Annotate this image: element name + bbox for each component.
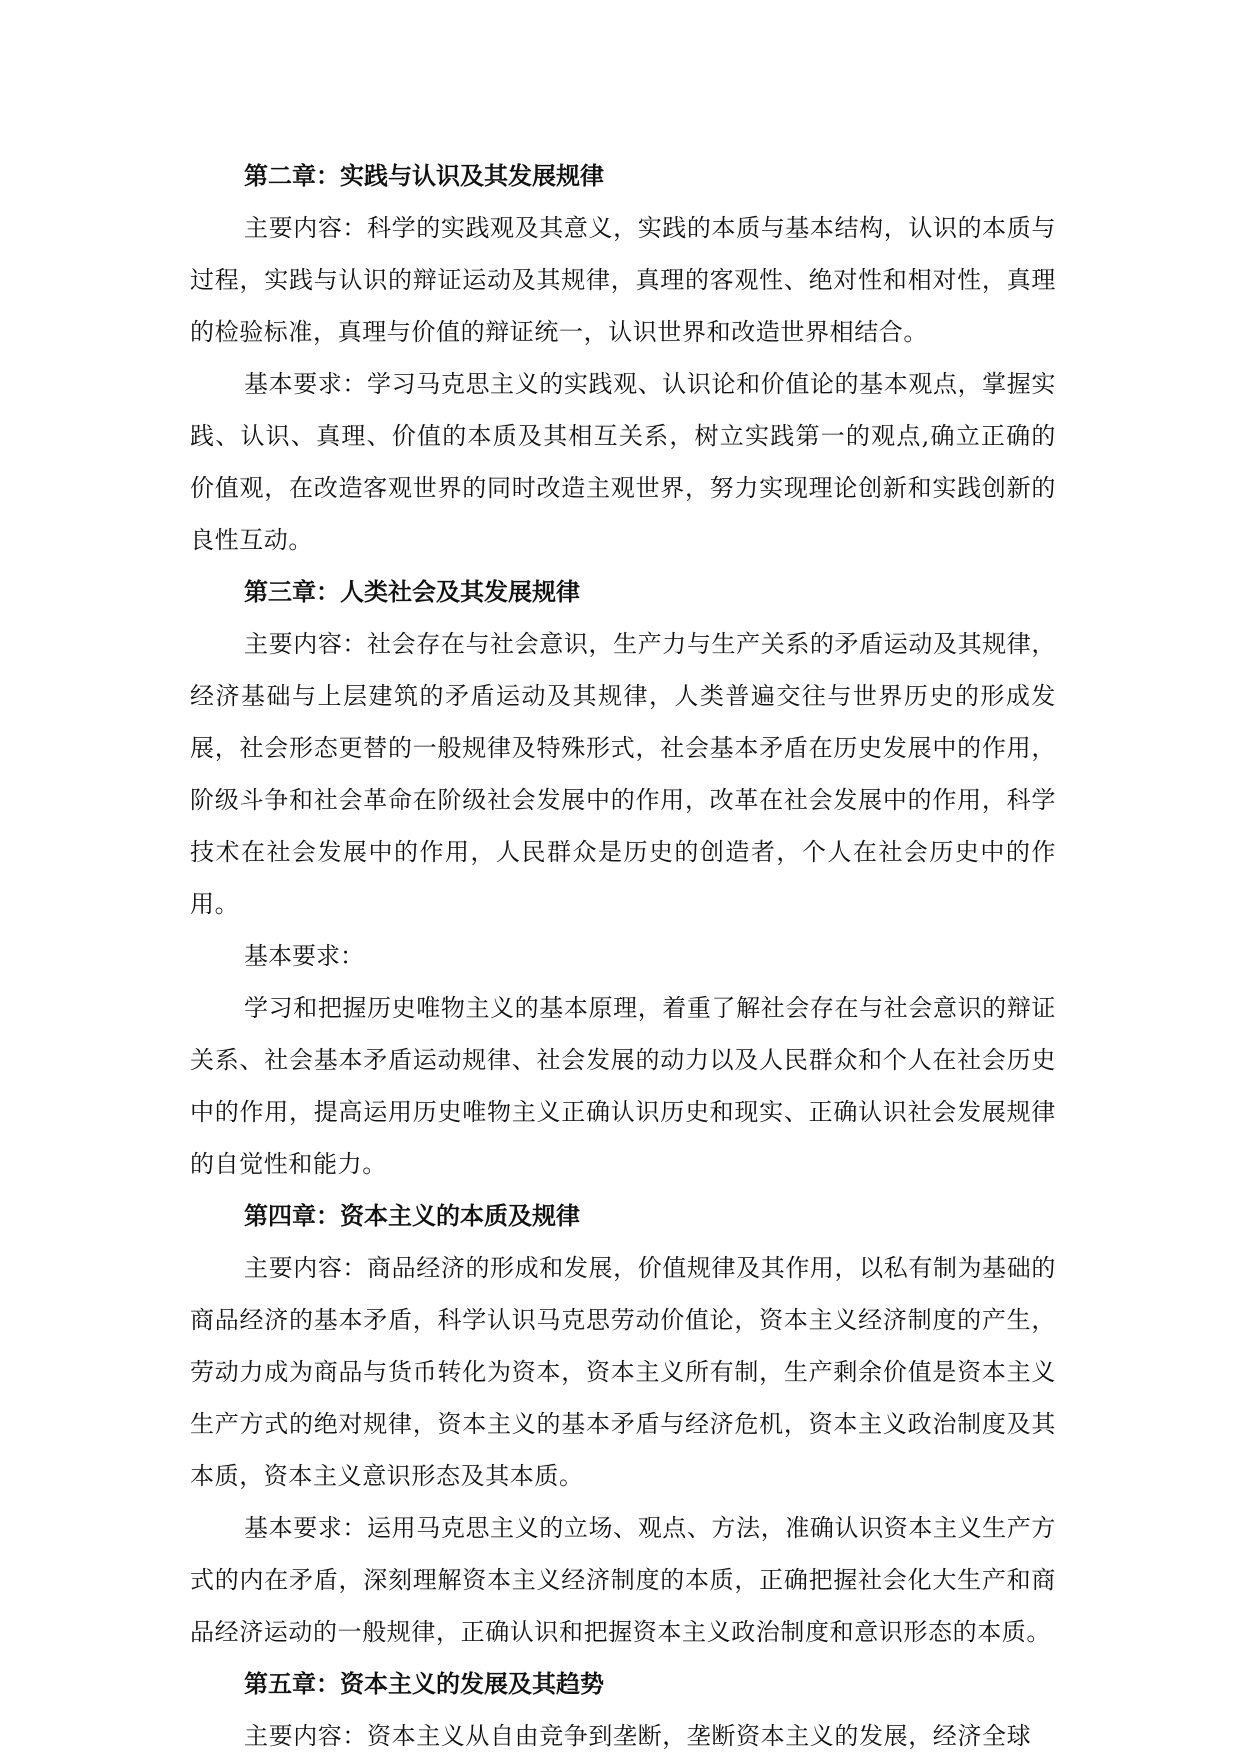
chapter-2-heading: 第二章：实践与认识及其发展规律 — [244, 162, 604, 190]
chapter-2-requirements: 基本要求：学习马克思主义的实践观、认识论和价值论的基本观点，掌握实践、认识、真理、价值的本质及其相互关系，树立实践第一的观点,确立正确的价值观，在改造客观世界的同时改造主观世界，努力实现理论创新和实践创新的良性互动。 — [190, 370, 1056, 554]
chapter-3-heading: 第三章：人类社会及其发展规律 — [244, 578, 580, 606]
chapter-3-main-content: 主要内容：社会存在与社会意识，生产力与生产关系的矛盾运动及其规律，经济基础与上层建筑的矛盾运动及其规律，人类普遍交往与世界历史的形成发展，社会形态更替的一般规律及特殊形式，社会基本矛盾在历史发展中的作用，阶级斗争和社会革命在阶级社会发展中的作用，改革在社会发展中的作用，科学技术在社会发展中的作用，人民群众是历史的创造者，个人在社会历史中的作用。 — [190, 630, 1056, 918]
chapter-4-requirements: 基本要求：运用马克思主义的立场、观点、方法，准确认识资本主义生产方式的内在矛盾，深刻理解资本主义经济制度的本质，正确把握社会化大生产和商品经济运动的一般规律，正确认识和把握资本主义政治制度和意识形态的本质。 — [190, 1514, 1056, 1646]
chapter-2-main-content: 主要内容：科学的实践观及其意义，实践的本质与基本结构，认识的本质与过程，实践与认识的辩证运动及其规律，真理的客观性、绝对性和相对性，真理的检验标准，真理与价值的辩证统一，认识世界和改造世界相结合。 — [190, 214, 1056, 346]
document-page — [190, 150, 1056, 1762]
chapter-3-requirements-label: 基本要求： — [244, 942, 364, 970]
chapter-5-main-content: 主要内容：资本主义从自由竞争到垄断，垄断资本主义的发展，经济全球 — [244, 1722, 1032, 1750]
chapter-5-heading: 第五章：资本主义的发展及其趋势 — [244, 1670, 604, 1698]
chapter-4-heading: 第四章：资本主义的本质及规律 — [244, 1202, 580, 1230]
chapter-3-requirements: 学习和把握历史唯物主义的基本原理，着重了解社会存在与社会意识的辩证关系、社会基本矛盾运动规律、社会发展的动力以及人民群众和个人在社会历史中的作用，提高运用历史唯物主义正确认识历史和现实、正确认识社会发展规律的自觉性和能力。 — [190, 994, 1056, 1178]
chapter-4-main-content: 主要内容：商品经济的形成和发展，价值规律及其作用，以私有制为基础的商品经济的基本矛盾，科学认识马克思劳动价值论，资本主义经济制度的产生，劳动力成为商品与货币转化为资本，资本主义所有制，生产剩余价值是资本主义生产方式的绝对规律，资本主义的基本矛盾与经济危机，资本主义政治制度及其本质，资本主义意识形态及其本质。 — [190, 1254, 1056, 1490]
